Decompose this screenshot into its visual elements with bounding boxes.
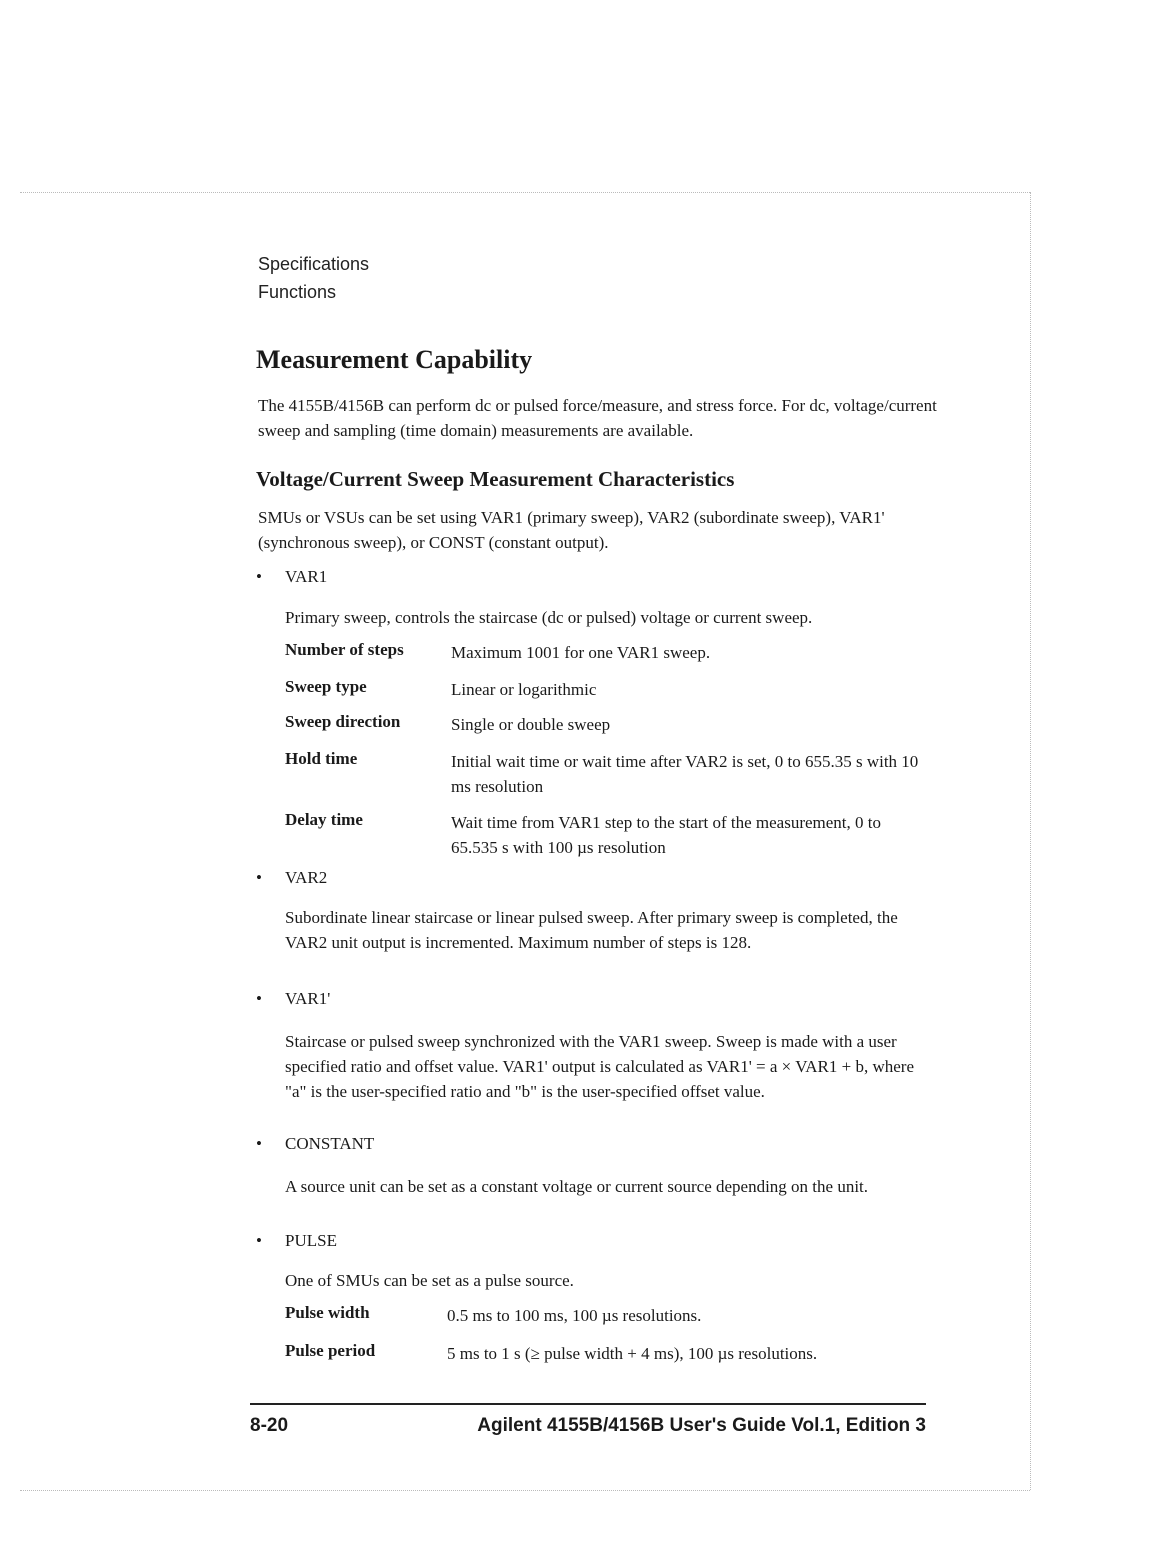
bullet-var1-prime: • VAR1' xyxy=(256,989,331,1008)
constant-desc: A source unit can be set as a constant voltage or current source depending on the unit. xyxy=(285,1177,869,1196)
spec-value: 5 ms to 1 s (≥ pulse width + 4 ms), 100 µs resolutions. xyxy=(447,1344,818,1363)
book-title: Agilent 4155B/4156B User's Guide Vol.1, Edition 3 xyxy=(477,1415,926,1436)
bullet-label: PULSE xyxy=(285,1231,337,1250)
footer-rule xyxy=(250,1403,926,1405)
bullet-label: VAR1' xyxy=(285,989,331,1008)
spec-label: Sweep type xyxy=(285,677,367,696)
section-intro: SMUs or VSUs can be set using VAR1 (primary sweep), VAR2 (subordinate sweep), VAR1' (synchronous sweep), or CONST (constant output). xyxy=(258,508,885,552)
bullet-var2: • VAR2 xyxy=(256,868,328,887)
bullet-label: VAR2 xyxy=(285,868,328,887)
spec-value: Linear or logarithmic xyxy=(451,680,597,699)
spec-label: Pulse period xyxy=(285,1341,376,1360)
page-title: Measurement Capability xyxy=(256,345,533,374)
spec-value: Wait time from VAR1 step to the start of the measurement, 0 to 65.535 s with 100 µs resolution xyxy=(451,813,882,857)
section-heading: Voltage/Current Sweep Measurement Characteristics xyxy=(256,467,735,491)
spec-value: Single or double sweep xyxy=(451,715,611,734)
scan-border-right xyxy=(1030,192,1031,1490)
scan-border-top xyxy=(20,192,1030,193)
header-subsection: Functions xyxy=(258,282,337,302)
scan-border-bottom xyxy=(20,1490,1030,1491)
pulse-desc: One of SMUs can be set as a pulse source. xyxy=(285,1271,574,1290)
spec-label: Sweep direction xyxy=(285,712,401,731)
header-section: Specifications xyxy=(258,254,370,274)
var1-prime-desc: Staircase or pulsed sweep synchronized with the VAR1 sweep. Sweep is made with a user specified ratio and offset value. VAR1' output is calculated as VAR1' = a × VAR1 + b, where "a" is the user-specified ratio and "b" is the user-specified offset value. xyxy=(285,1032,915,1101)
spec-value: Initial wait time or wait time after VAR2 is set, 0 to 655.35 s with 10 ms resolution xyxy=(451,752,919,796)
bullet-label: CONSTANT xyxy=(285,1134,375,1153)
var2-desc: Subordinate linear staircase or linear pulsed sweep. After primary sweep is completed, the VAR2 unit output is incremented. Maximum number of steps is 128. xyxy=(285,908,898,952)
spec-label: Number of steps xyxy=(285,640,404,659)
spec-label: Delay time xyxy=(285,810,363,829)
spec-label: Pulse width xyxy=(285,1303,370,1322)
page-number: 8-20 xyxy=(250,1415,289,1436)
spec-value: Maximum 1001 for one VAR1 sweep. xyxy=(451,643,711,662)
var1-desc: Primary sweep, controls the staircase (dc or pulsed) voltage or current sweep. xyxy=(285,608,813,627)
spec-value: 0.5 ms to 100 ms, 100 µs resolutions. xyxy=(447,1306,702,1325)
bullet-label: VAR1 xyxy=(285,567,328,586)
bullet-var1: • VAR1 xyxy=(256,567,328,586)
bullet-pulse: • PULSE xyxy=(256,1231,337,1250)
spec-label: Hold time xyxy=(285,749,358,768)
intro-paragraph: The 4155B/4156B can perform dc or pulsed force/measure, and stress force. For dc, voltage/current sweep and sampling (time domain) measurements are available. xyxy=(258,396,937,440)
bullet-constant: • CONSTANT xyxy=(256,1134,375,1153)
